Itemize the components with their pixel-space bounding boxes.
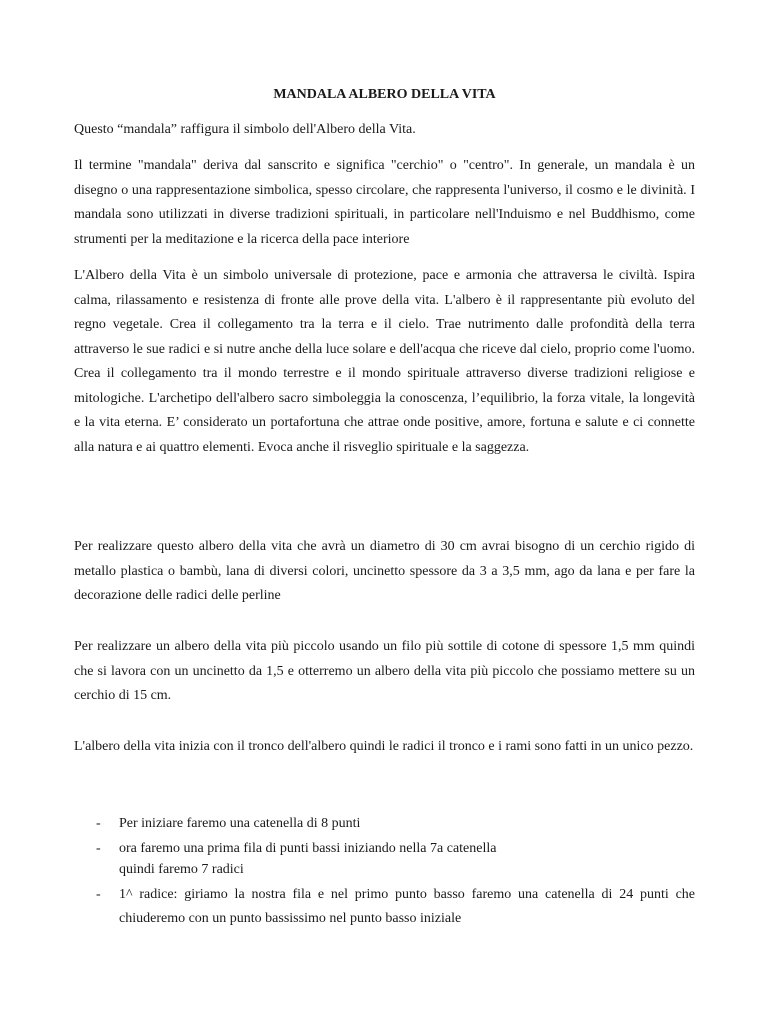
list-item	[74, 812, 695, 837]
paragraph-realizzare: Per realizzare questo albero della vita che avrà un diametro di 30 cm avrai bisogno di un cerchio rigido di metallo plastica o bambù, lana di diversi colori, uncinetto spessore da 3 a 3,5 mm, ago da lana e per fare la decorazione delle radici delle perline	[74, 539, 695, 603]
step-text: ora faremo una prima fila di punti bassi iniziando nella 7a catenella	[119, 840, 497, 856]
step-text: quindi faremo 7 radici	[119, 862, 244, 877]
paragraph-tronco: L'albero della vita inizia con il tronco dell'albero quindi le radici il tronco e i rami sono fatti in un unico pezzo.	[74, 739, 694, 754]
paragraph-piccolo: Per realizzare un albero della vita più piccolo usando un filo più sottile di cotone di spessore 1,5 mm quindi che si lavora con un uncinetto da 1,5 e otterremo un albero della vita più piccolo che possiamo mettere su un cerchio di 15 cm.	[74, 639, 695, 703]
list-dash: -	[96, 886, 101, 902]
paragraph-albero: L'Albero della Vita è un simbolo universale di protezione, pace e armonia che attraversa le civiltà. Ispira calma, rilassamento e resistenza di fronte alle prove della vita. L'albero è il rappresentante più evoluto del regno vegetale. Crea il collegamento tra la terra e il cielo. Trae nutrimento dalle profondità della terra attraverso le sue radici e si nutre anche della luce solare e dell'acqua che riceve dal cielo, proprio come l'uomo. Crea il collegamento tra il mondo terrestre e il mondo spirituale attraverso diverse tradizioni religiose e mitologiche. L'archetipo dell'albero sacro simboleggia la conoscenza, l’equilibrio, la forza vitale, la longevità e la vita eterna. E’ considerato un portafortuna che attrae onde positive, amore, fortuna e salute e ci connette alla natura e ai quattro elementi. Evoca anche il risveglio spirituale e la saggezza.	[74, 268, 695, 455]
list-dash: -	[96, 840, 101, 856]
document-title: MANDALA ALBERO DELLA VITA	[273, 87, 496, 102]
paragraph-mandala: Il termine "mandala" deriva dal sanscrito e significa "cerchio" o "centro". In generale, un mandala è un disegno o una rappresentazione simbolica, spesso circolare, che rappresenta l'universo, il cosmo e le divinità. I mandala sono utilizzati in diverse tradizioni spirituali, in particolare nell'Induismo e nel Buddhismo, come strumenti per la meditazione e la ricerca della pace interiore	[74, 158, 695, 247]
steps-list	[74, 812, 695, 932]
paragraph-intro: Questo “mandala” raffigura il simbolo dell'Albero della Vita.	[74, 122, 416, 137]
list-dash: -	[96, 816, 101, 831]
step-text: Per iniziare faremo una catenella di 8 punti	[119, 816, 361, 831]
step-text: 1^ radice: giriamo la nostra fila e nel primo punto basso faremo una catenella di 24 punti che chiuderemo con un punto bassissimo nel punto basso iniziale	[119, 886, 695, 926]
list-item-continuation	[74, 858, 695, 883]
list-item	[74, 883, 695, 932]
